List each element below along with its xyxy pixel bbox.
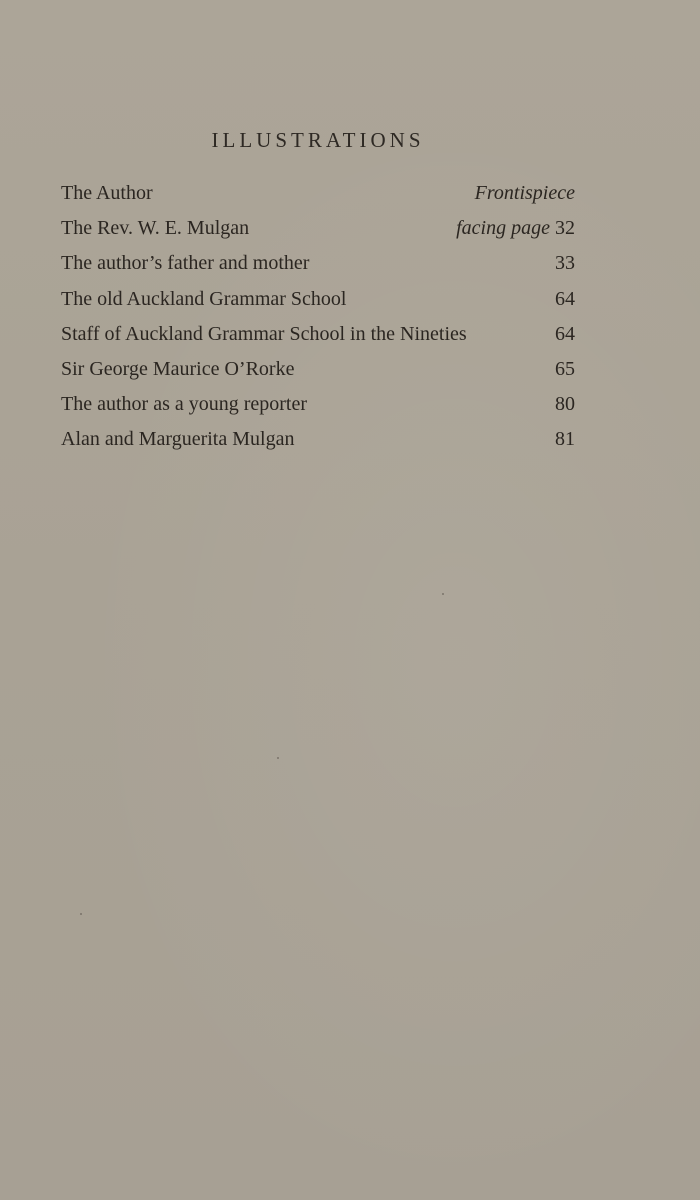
entry-title: Staff of Auckland Grammar School in the Nineties — [61, 322, 467, 345]
list-item — [61, 211, 575, 246]
list-item — [61, 282, 575, 317]
entry-page-number: 81 — [555, 428, 575, 451]
paper-speck — [442, 593, 444, 595]
entry-page-number: 32 — [555, 217, 575, 240]
list-item — [61, 422, 575, 457]
entry-page — [456, 211, 575, 246]
entry-title: Sir George Maurice O’Rorke — [61, 357, 295, 380]
list-item — [61, 176, 575, 211]
entry-title: The old Auckland Grammar School — [61, 287, 347, 310]
list-item — [61, 317, 575, 352]
page-title: ILLUSTRATIONS — [211, 128, 425, 152]
illustrations-list — [61, 176, 575, 458]
entry-title: The author as a young reporter — [61, 393, 308, 416]
entry-title: Alan and Marguerita Mulgan — [61, 428, 295, 451]
list-item — [61, 352, 575, 387]
entry-page-italic: Frontispiece — [474, 182, 575, 204]
entry-page-number: 80 — [555, 393, 575, 416]
entry-page-number: 65 — [555, 357, 575, 380]
list-item — [61, 387, 575, 422]
entry-page-number: 33 — [555, 252, 575, 275]
entry-title: The Rev. W. E. Mulgan — [61, 217, 250, 240]
facing-page-label: facing page — [456, 217, 550, 240]
entry-title: The author’s father and mother — [61, 252, 310, 275]
entry-title: The Author — [61, 182, 153, 204]
paper-speck — [277, 757, 279, 759]
list-item — [61, 246, 575, 281]
entry-page-number: 64 — [555, 287, 575, 310]
entry-page-number: 64 — [555, 322, 575, 345]
paper-speck — [80, 913, 82, 915]
entry-page — [475, 176, 575, 211]
